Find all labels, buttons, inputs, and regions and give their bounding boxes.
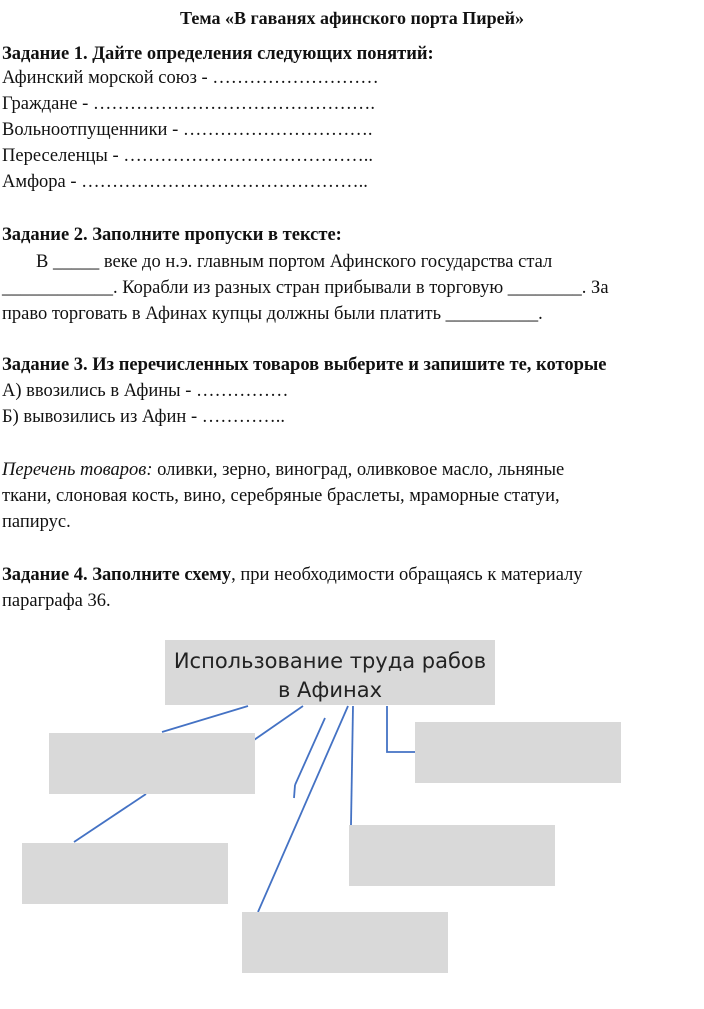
- connector-line-5: [294, 785, 295, 798]
- connector-line-8: [387, 706, 415, 752]
- answer-box-2: [415, 722, 621, 783]
- task2-line-3: право торговать в Афинах купцы должны были платить __________.: [2, 304, 543, 324]
- central-box-line-2: в Афинах: [277, 678, 383, 702]
- task1-item-5: Амфора - ………………………………………..: [2, 172, 368, 192]
- task1-item-4: Переселенцы - …………………………………..: [2, 146, 373, 166]
- task3-list-label: Перечень товаров:: [2, 460, 153, 480]
- connector-line-4: [295, 718, 325, 785]
- task3-list-line-2: ткани, слоновая кость, вино, серебряные браслеты, мраморные статуи,: [2, 486, 560, 506]
- task3-heading-text: Задание 3. Из перечисленных товаров выберите и запишите те, которые: [2, 355, 607, 375]
- task2-line-1: В _____ веке до н.э. главным портом Афинского государства стал: [36, 252, 553, 272]
- task1-item-3: Вольноотпущенники - ………………………….: [2, 120, 373, 140]
- connector-line-1: [162, 706, 248, 732]
- connector-line-6: [74, 794, 146, 842]
- task1-item-2: Граждане - ……………………………………….: [2, 94, 376, 114]
- answer-box-3: [22, 843, 228, 904]
- connector-line-2: [254, 706, 303, 740]
- task2-line-2: ____________. Корабли из разных стран прибывали в торговую ________. За: [2, 278, 609, 298]
- answer-box-4: [349, 825, 555, 886]
- central-box-line-1: Использование труда рабов: [173, 649, 487, 673]
- task3-item-b: Б) вывозились из Афин - …………..: [2, 407, 285, 427]
- answer-box-1: [49, 733, 255, 794]
- task1-heading-text: Задание 1. Дайте определения следующих понятий:: [2, 44, 434, 64]
- task3-item-a: А) ввозились в Афины - ……………: [2, 381, 289, 401]
- task1-item-1: Афинский морской союз - ………………………: [2, 68, 379, 88]
- connector-line-3: [258, 706, 348, 912]
- answer-box-5: [242, 912, 448, 973]
- task3-list-text-1: оливки, зерно, виноград, оливковое масло, льняные: [152, 460, 565, 480]
- task4-rest-text: , при необходимости обращаясь к материалу: [231, 565, 583, 585]
- task4-heading-text: Задание 4. Заполните схему: [2, 565, 232, 585]
- page-title: Тема «В гаванях афинского порта Пирей»: [180, 8, 524, 28]
- task2-heading-text: Задание 2. Заполните пропуски в тексте:: [2, 225, 342, 245]
- connector-line-7: [351, 706, 353, 825]
- task3-list-line-3: папирус.: [2, 512, 71, 532]
- task4-line-2: параграфа 36.: [2, 591, 111, 611]
